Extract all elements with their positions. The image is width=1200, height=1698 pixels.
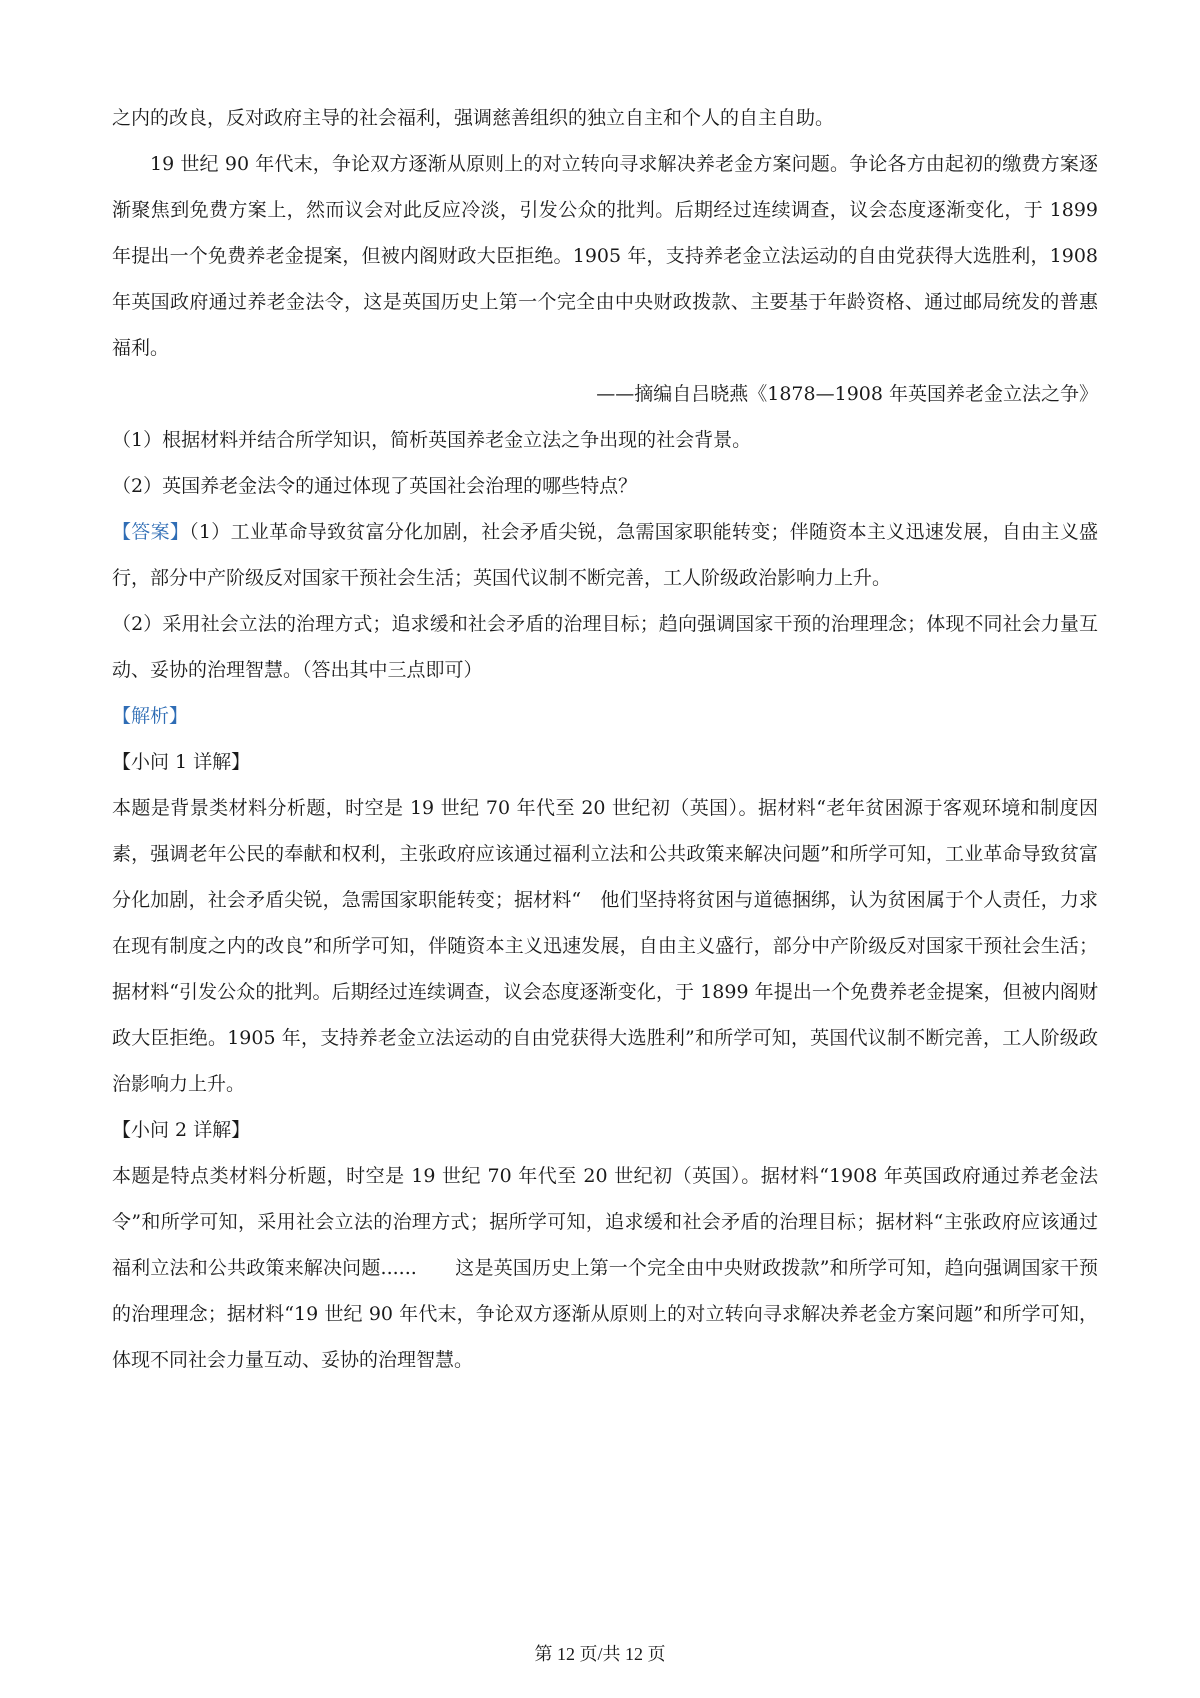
question-2: （2）英国养老金法令的通过体现了英国社会治理的哪些特点？ (112, 475, 638, 497)
sub-question-2-label: 【小问 2 详解】 (112, 1119, 251, 1141)
material-paragraph-2: 19 世纪 90 年代末，争论双方逐渐从原则上的对立转向寻求解决养老金方案问题。争论各方由起初的缴费方案逐渐聚焦到免费方案上，然而议会对此反应冷淡，引发公众的批判。后期经过连续调查，议会态度逐渐变化，于 1899 年提出一个免费养老金提案，但被内阁财政大臣拒绝。1905 年，支持养老金立法运动的自由党获得大选胜利，1908 年英国政府通过养老金法令，这是英国历史上第一个完全由中央财政拨款、主要基于年龄资格、通过邮局统发的普惠福利。 (112, 153, 1098, 359)
sub-question-1-label: 【小问 1 详解】 (112, 751, 251, 773)
answer-1-text: （1）工业革命导致贫富分化加剧，社会矛盾尖锐，急需国家职能转变；伴随资本主义迅速发展，自由主义盛行，部分中产阶级反对国家干预社会生活；英国代议制不断完善，工人阶级政治影响力上升。 (112, 521, 1098, 589)
answer-block-1 (112, 509, 1098, 601)
question-1: （1）根据材料并结合所学知识，简析英国养老金立法之争出现的社会背景。 (112, 429, 752, 451)
document-content (112, 95, 1098, 1383)
answer-2-text: （2）采用社会立法的治理方式；追求缓和社会矛盾的治理目标；趋向强调国家干预的治理理念；体现不同社会力量互动、妥协的治理智慧。（答出其中三点即可） (112, 613, 1098, 681)
answer-label: 【答案】 (112, 521, 190, 543)
page-footer: 第 12 页/共 12 页 (534, 1644, 666, 1664)
sub-question-1-text: 本题是背景类材料分析题，时空是 19 世纪 70 年代至 20 世纪初（英国）。据材料“老年贫困源于客观环境和制度因素，强调老年公民的奉献和权利，主张政府应该通过福利立法和公共政策来解决问题”和所学可知，工业革命导致贫富分化加剧，社会矛盾尖锐，急需国家职能转变；据材料“ 他们坚持将贫困与道德捆绑，认为贫困属于个人责任，力求在现有制度之内的改良”和所学可知，伴随资本主义迅速发展，自由主义盛行，部分中产阶级反对国家干预社会生活；据材料“引发公众的批判。后期经过连续调查，议会态度逐渐变化，于 1899 年提出一个免费养老金提案，但被内阁财政大臣拒绝。1905 年，支持养老金立法运动的自由党获得大选胜利”和所学可知，英国代议制不断完善，工人阶级政治影响力上升。 (112, 797, 1098, 1095)
material-source: ——摘编自吕晓燕《1878—1908 年英国养老金立法之争》 (596, 383, 1098, 405)
material-paragraph-1: 之内的改良，反对政府主导的社会福利，强调慈善组织的独立自主和个人的自主自助。 (112, 107, 835, 129)
analysis-label: 【解析】 (112, 705, 189, 727)
sub-question-2-text: 本题是特点类材料分析题，时空是 19 世纪 70 年代至 20 世纪初（英国）。据材料“1908 年英国政府通过养老金法令”和所学可知，采用社会立法的治理方式；据所学可知，追求缓和社会矛盾的治理目标；据材料“主张政府应该通过福利立法和公共政策来解决问题...... 这是英国历史上第一个完全由中央财政拨款”和所学可知，趋向强调国家干预的治理理念；据材料“19 世纪 90 年代末，争论双方逐渐从原则上的对立转向寻求解决养老金方案问题”和所学可知，体现不同社会力量互动、妥协的治理智慧。 (112, 1165, 1098, 1371)
